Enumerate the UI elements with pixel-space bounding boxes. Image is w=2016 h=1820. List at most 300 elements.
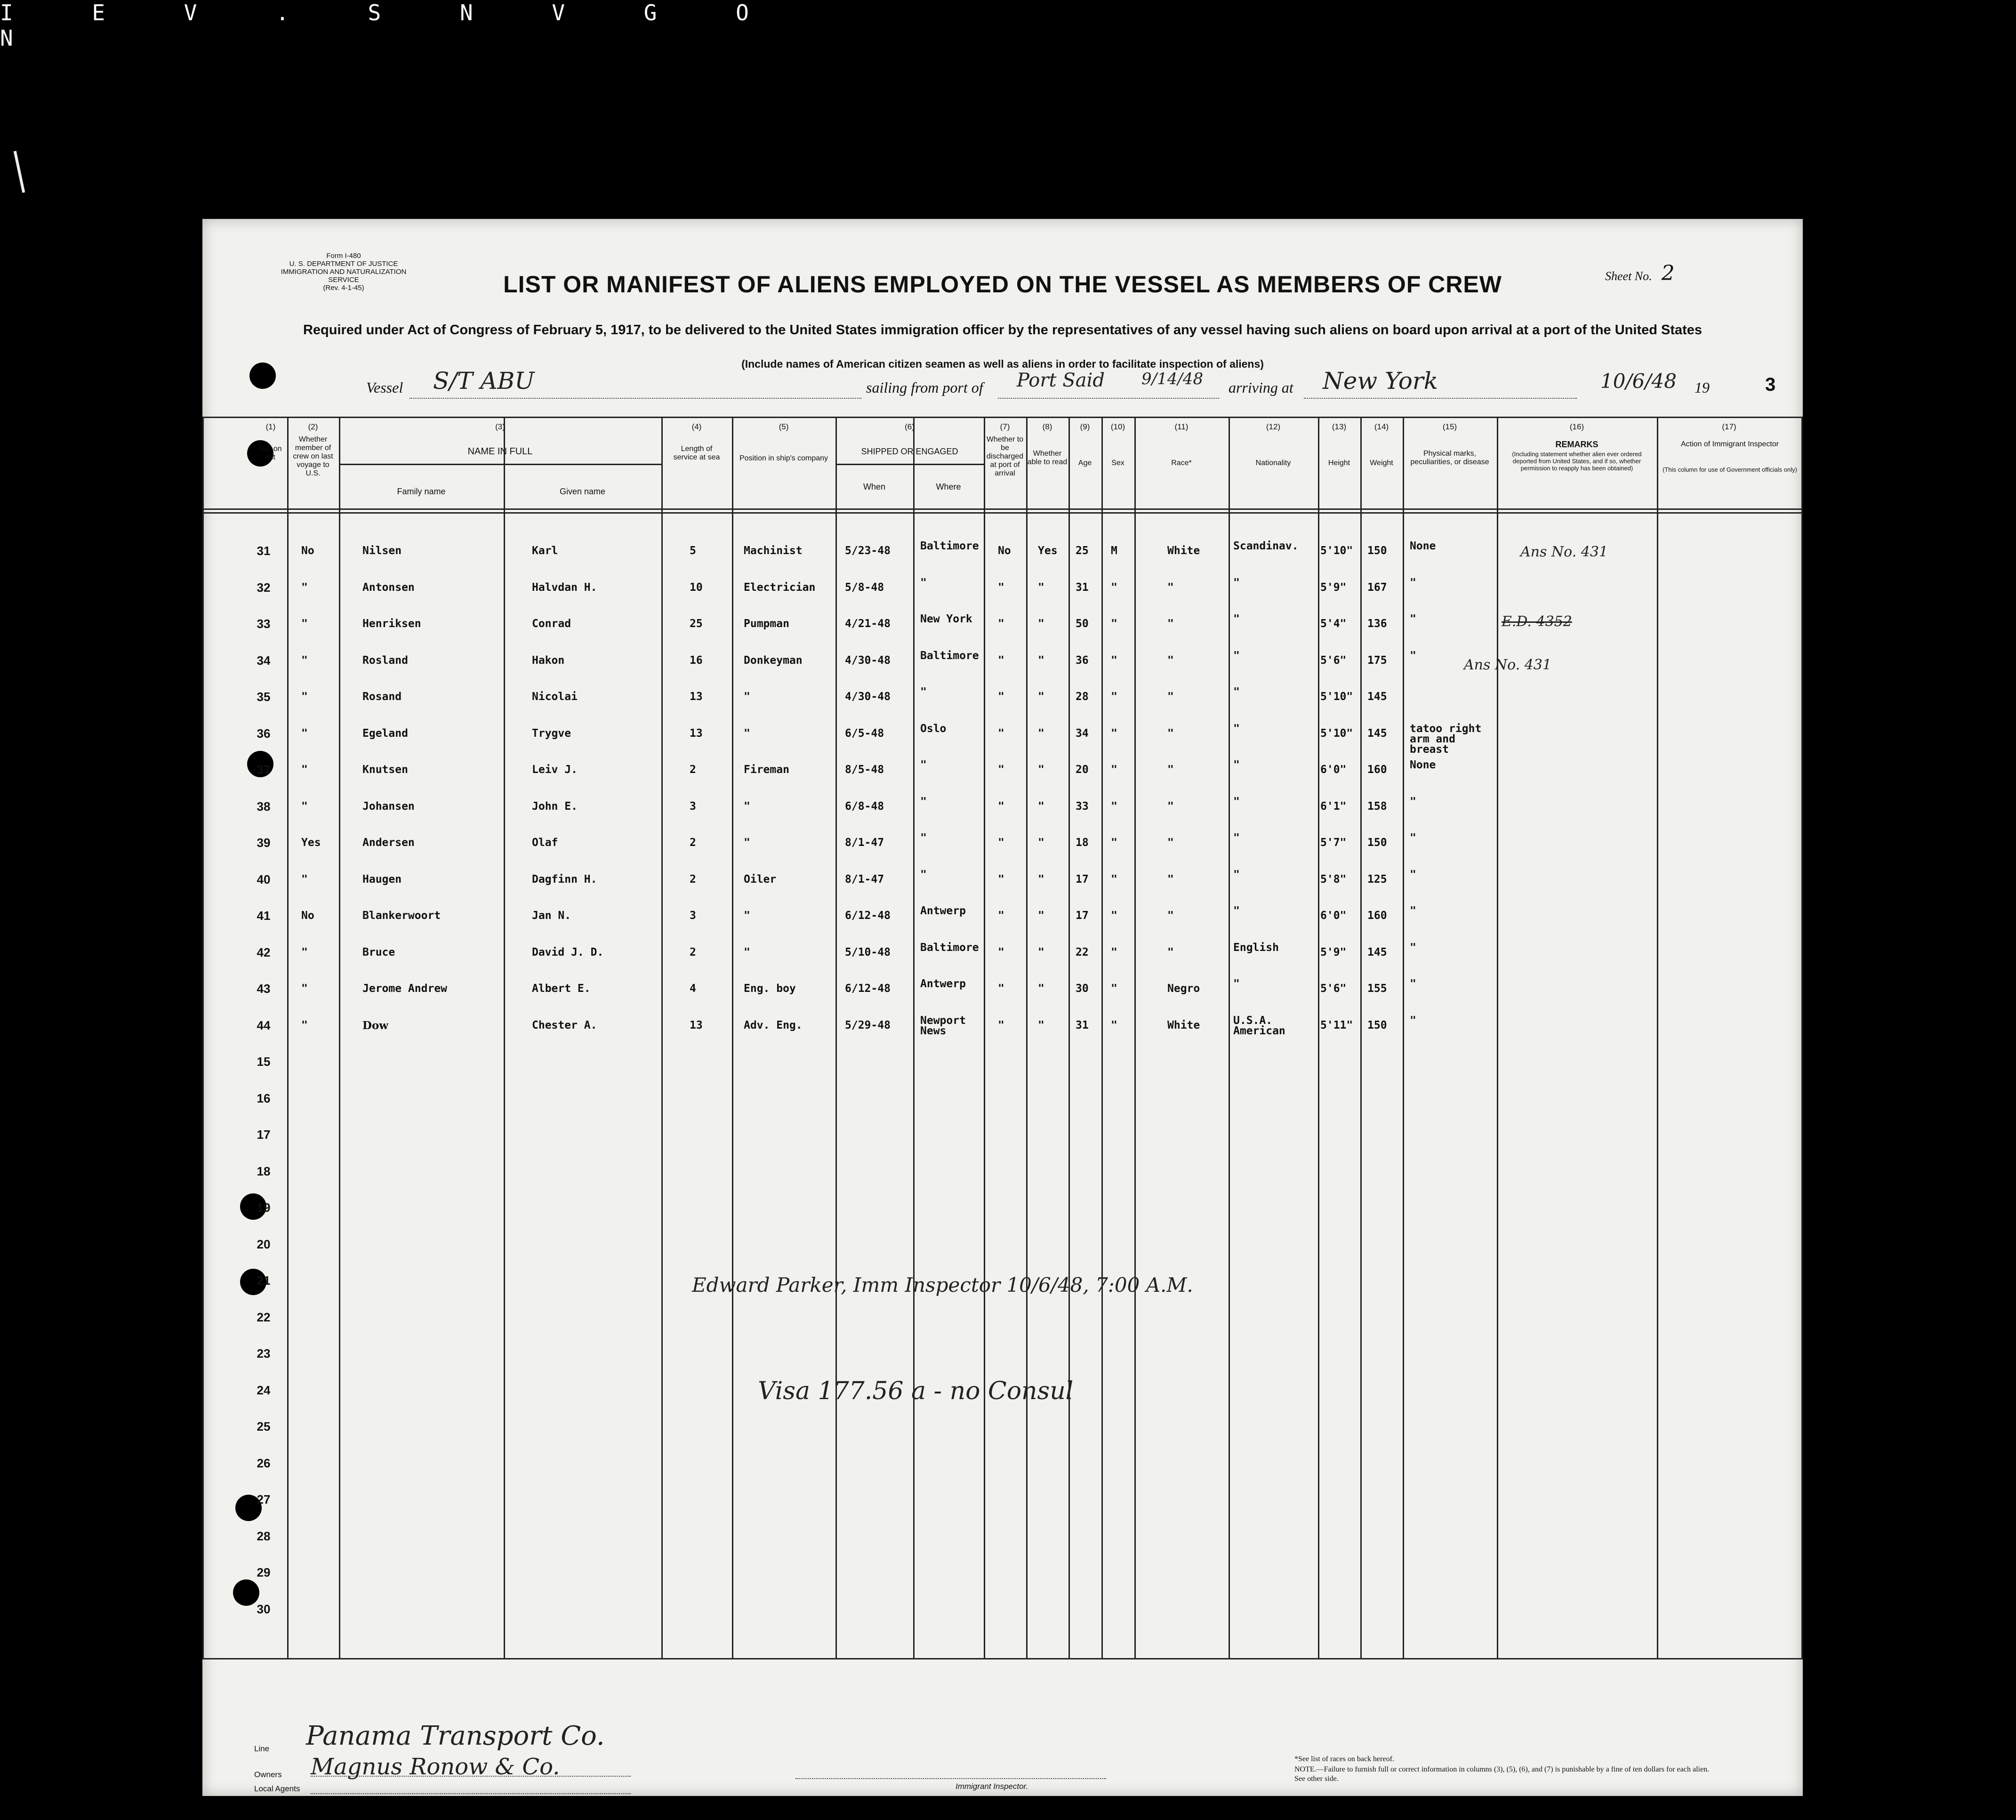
row-nationality: " [1233, 686, 1240, 698]
row-service: 2 [690, 764, 696, 776]
arriving-label: arriving at [1229, 379, 1293, 396]
row-family-name: Rosand [362, 691, 402, 703]
row-nationality: U.S.A. American [1233, 1014, 1285, 1037]
row-given-name: Albert E. [532, 982, 591, 995]
col-num: (8) [1042, 422, 1052, 431]
row-weight: 136 [1367, 618, 1387, 630]
col-num: (2) [308, 422, 318, 431]
row-nationality: " [1233, 613, 1240, 625]
row-when: 4/30-48 [845, 654, 891, 667]
row-read: " [1038, 1019, 1044, 1031]
row-nationality: Scandinav. [1233, 540, 1299, 552]
manifest-footer [202, 1669, 1803, 1796]
row-number: 24 [257, 1383, 271, 1397]
row-position: Machinist [744, 545, 803, 557]
row-number: 37 [257, 763, 271, 777]
row-number: 17 [257, 1127, 271, 1142]
header-action-note: (This column for use of Government officials only) [1663, 466, 1797, 473]
row-race: " [1167, 873, 1174, 886]
year-prefix: 19 [1695, 379, 1710, 396]
owners-label: Owners [254, 1770, 282, 1779]
row-height: 5'9" [1320, 581, 1347, 594]
header-action: Action of Immigrant Inspector [1680, 440, 1779, 448]
row-number: 16 [257, 1091, 271, 1105]
row-given-name: Jan N. [532, 910, 571, 922]
row-number: 38 [257, 799, 271, 813]
row-marks: None [1410, 759, 1436, 771]
row-given-name: Olaf [532, 837, 558, 849]
row-discharged: " [998, 727, 1004, 740]
row-read: " [1038, 727, 1044, 740]
header-height: Height [1328, 459, 1350, 467]
row-service: 5 [690, 545, 696, 557]
row-number: 35 [257, 690, 271, 704]
row-when: 8/1-47 [845, 837, 884, 849]
row-position: Fireman [744, 764, 789, 776]
row-age: 22 [1076, 946, 1089, 958]
year-suffix: 3 [1765, 374, 1776, 395]
header-name-in-full: NAME IN FULL [467, 446, 533, 457]
header-remarks-note: (Including statement whether alien ever ordered deported from United States, and if so, whether permission to reapply has been obtained) [1512, 451, 1642, 472]
row-weight: 125 [1367, 873, 1387, 886]
row-discharged: " [998, 837, 1004, 849]
row-read: " [1038, 764, 1044, 776]
row-height: 5'6" [1320, 654, 1347, 667]
row-number: 26 [257, 1456, 271, 1470]
row-when: 8/1-47 [845, 873, 884, 886]
row-when: 6/5-48 [845, 727, 884, 740]
row-discharged: " [998, 800, 1004, 813]
form-identifier: Form I-480 U. S. DEPARTMENT OF JUSTICE IMMIGRATION AND NATURALIZATION SERVICE (Rev. 4-1-45) [281, 252, 407, 292]
row-family-name: Henriksen [362, 618, 421, 630]
visa-note: Visa 177.56 a - no Consul [758, 1377, 1074, 1405]
col-num: (9) [1080, 422, 1090, 431]
row-service: 16 [690, 654, 703, 667]
col-num: (17) [1722, 422, 1736, 431]
row-given-name: Dagfinn H. [532, 873, 597, 886]
sailing-date: 9/14/48 [1141, 370, 1204, 388]
row-number: 30 [257, 1602, 271, 1616]
row-weight: 160 [1367, 910, 1387, 922]
row-family-name: Dow [362, 1019, 389, 1032]
row-where: " [920, 795, 927, 808]
row-number: 40 [257, 872, 271, 886]
col-num: (14) [1374, 422, 1389, 431]
row-service: 4 [690, 982, 696, 995]
row-weight: 145 [1367, 946, 1387, 958]
row-when: 4/21-48 [845, 618, 891, 630]
row-where: Baltimore [920, 540, 979, 552]
row-weight: 160 [1367, 764, 1387, 776]
row-family-name: Jerome Andrew [362, 982, 448, 995]
vessel-line [202, 367, 1803, 398]
row-marks: " [1410, 978, 1416, 990]
line-label: Line [254, 1744, 270, 1753]
row-number: 33 [257, 617, 271, 631]
col-num: (11) [1174, 422, 1189, 431]
vessel-label: Vessel [366, 379, 403, 396]
row-marks: " [1410, 795, 1416, 808]
row-discharged: " [998, 764, 1004, 776]
row-number: 39 [257, 836, 271, 850]
row-number: 19 [257, 1200, 271, 1215]
row-given-name: Chester A. [532, 1019, 597, 1031]
row-race: White [1167, 545, 1200, 557]
row-weight: 145 [1367, 727, 1387, 740]
inspector-label: Immigrant Inspector. [956, 1782, 1028, 1791]
row-when: 5/29-48 [845, 1019, 891, 1031]
row-service: 3 [690, 910, 696, 922]
row-height: 5'10" [1320, 727, 1353, 740]
row-nationality: " [1233, 832, 1240, 844]
row-number: 23 [257, 1346, 271, 1361]
header-sex: Sex [1111, 459, 1124, 467]
row-discharged: No [998, 545, 1011, 557]
row-member: " [301, 873, 308, 886]
row-when: 4/30-48 [845, 691, 891, 703]
row-sex: " [1111, 873, 1117, 886]
row-given-name: Nicolai [532, 691, 578, 703]
row-service: 2 [690, 837, 696, 849]
row-number: 28 [257, 1529, 271, 1543]
row-number: 18 [257, 1164, 271, 1178]
row-weight: 150 [1367, 545, 1387, 557]
row-read: " [1038, 654, 1044, 667]
row-where: Baltimore [920, 941, 979, 954]
agents-underline [311, 1792, 631, 1794]
row-nationality: " [1233, 978, 1240, 990]
row-read: " [1038, 618, 1044, 630]
col-num: (13) [1332, 422, 1347, 431]
row-when: 5/10-48 [845, 946, 891, 958]
row-given-name: John E. [532, 800, 578, 813]
row-family-name: Andersen [362, 837, 415, 849]
row-nationality: " [1233, 576, 1240, 589]
col-num: (4) [691, 422, 702, 431]
row-where: Newport News [920, 1014, 966, 1037]
row-sex: " [1111, 837, 1117, 849]
header-age: Age [1078, 459, 1092, 467]
col-num: (12) [1266, 422, 1281, 431]
row-position: Donkeyman [744, 654, 803, 667]
sailing-port: Port Said [1017, 370, 1105, 391]
row-weight: 158 [1367, 800, 1387, 813]
row-height: 5'9" [1320, 946, 1347, 958]
row-discharged: " [998, 982, 1004, 995]
row-sex: " [1111, 727, 1117, 740]
row-discharged: " [998, 873, 1004, 886]
header-nationality: Nationality [1255, 459, 1291, 467]
row-member: " [301, 1019, 308, 1031]
row-height: 5'8" [1320, 873, 1347, 886]
row-discharged: " [998, 618, 1004, 630]
row-where: New York [920, 613, 972, 625]
row-position: Pumpman [744, 618, 789, 630]
row-service: 13 [690, 727, 703, 740]
row-age: 25 [1076, 545, 1089, 557]
row-where: Antwerp [920, 905, 966, 917]
manifest-page [202, 219, 1803, 1796]
row-age: 31 [1076, 581, 1089, 594]
row-where: Antwerp [920, 978, 966, 990]
row-member: " [301, 618, 308, 630]
row-family-name: Johansen [362, 800, 415, 813]
inspector-signature: Edward Parker, Imm Inspector 10/6/48, 7:00 A.M. [692, 1273, 1193, 1297]
row-read: " [1038, 800, 1044, 813]
row-position: Oiler [744, 873, 777, 886]
header-where: Where [936, 482, 961, 491]
row-age: 17 [1076, 910, 1089, 922]
row-member: " [301, 982, 308, 995]
row-age: 18 [1076, 837, 1089, 849]
row-member: Yes [301, 837, 321, 849]
include-note: (Include names of American citizen seamen as well as aliens in order to facilitate inspection of aliens) [741, 358, 1264, 370]
row-weight: 167 [1367, 581, 1387, 594]
row-member: " [301, 764, 308, 776]
row-when: 5/23-48 [845, 545, 891, 557]
row-family-name: Bruce [362, 946, 395, 958]
remark-31: Ans No. 431 [1520, 544, 1608, 560]
row-height: 6'0" [1320, 910, 1347, 922]
sailing-label: sailing from port of [866, 379, 983, 396]
row-given-name: Leiv J. [532, 764, 578, 776]
row-number: 29 [257, 1565, 271, 1579]
row-marks: " [1410, 832, 1416, 844]
row-family-name: Rosland [362, 654, 408, 667]
col-num: (1) [265, 422, 276, 431]
inspector-underline [795, 1777, 1106, 1779]
row-height: 6'1" [1320, 800, 1347, 813]
row-position: " [744, 837, 750, 849]
row-given-name: Halvdan H. [532, 581, 597, 594]
header-shipped: SHIPPED OR ENGAGED [861, 447, 958, 456]
row-race: " [1167, 654, 1174, 667]
row-member: " [301, 654, 308, 667]
row-nationality: " [1233, 868, 1240, 881]
requirement-text: Required under Act of Congress of February 5, 1917, to be delivered to the United States immigration officer by the representatives of any vessel having such aliens on board upon arrival at a port of the United States [303, 322, 1703, 338]
row-read: " [1038, 873, 1044, 886]
row-position: " [744, 727, 750, 740]
row-marks: " [1410, 905, 1416, 917]
agents-label: Local Agents [254, 1784, 300, 1793]
row-weight: 155 [1367, 982, 1387, 995]
header-weight: Weight [1370, 459, 1393, 467]
row-read: " [1038, 982, 1044, 995]
row-given-name: Trygve [532, 727, 571, 740]
row-discharged: " [998, 654, 1004, 667]
row-read: " [1038, 581, 1044, 594]
row-sex: " [1111, 581, 1117, 594]
row-age: 36 [1076, 654, 1089, 667]
header-family-name: Family name [397, 487, 446, 496]
row-age: 30 [1076, 982, 1089, 995]
row-age: 33 [1076, 800, 1089, 813]
row-given-name: Conrad [532, 618, 571, 630]
row-marks: " [1410, 941, 1416, 954]
row-read: " [1038, 837, 1044, 849]
row-marks: None [1410, 540, 1436, 552]
row-weight: 150 [1367, 837, 1387, 849]
row-where: Baltimore [920, 649, 979, 662]
header-when: When [863, 482, 886, 491]
sailing-underline [998, 397, 1219, 399]
row-weight: 145 [1367, 691, 1387, 703]
row-number: 34 [257, 653, 271, 668]
row-number: 21 [257, 1273, 271, 1288]
row-number: 27 [257, 1492, 271, 1506]
row-sex: " [1111, 982, 1117, 995]
row-number: 41 [257, 909, 271, 923]
row-number: 42 [257, 945, 271, 959]
film-top-strip: I E V . S N V G O N [0, 0, 782, 51]
row-member: No [301, 545, 314, 557]
row-service: 13 [690, 691, 703, 703]
remark-33: E.D. 4352 [1502, 613, 1572, 630]
row-where: " [920, 868, 927, 881]
owners-value: Magnus Ronow & Co. [311, 1754, 560, 1780]
col-num: (6) [905, 422, 915, 431]
row-member: " [301, 800, 308, 813]
row-where: " [920, 759, 927, 771]
row-read: " [1038, 910, 1044, 922]
row-race: " [1167, 581, 1174, 594]
row-member: " [301, 727, 308, 740]
row-family-name: Blankerwoort [362, 910, 441, 922]
row-sex: " [1111, 946, 1117, 958]
arriving-underline [1304, 397, 1577, 399]
row-service: 2 [690, 873, 696, 886]
row-age: 17 [1076, 873, 1089, 886]
row-nationality: " [1233, 759, 1240, 771]
row-read: " [1038, 691, 1044, 703]
row-weight: 150 [1367, 1019, 1387, 1031]
header-physical: Physical marks, peculiarities, or disease [1410, 450, 1489, 466]
row-when: 6/12-48 [845, 910, 891, 922]
row-marks: " [1410, 1014, 1416, 1027]
row-number: 44 [257, 1018, 271, 1032]
row-marks: " [1410, 576, 1416, 589]
header-no-on-list: No. on list [259, 445, 282, 461]
row-nationality: " [1233, 722, 1240, 735]
row-when: 8/5-48 [845, 764, 884, 776]
row-position: " [744, 910, 750, 922]
row-race: " [1167, 946, 1174, 958]
row-nationality: " [1233, 905, 1240, 917]
row-number: 43 [257, 982, 271, 996]
row-given-name: Karl [532, 545, 558, 557]
row-where: " [920, 576, 927, 589]
row-nationality: English [1233, 941, 1279, 954]
row-position: " [744, 691, 750, 703]
row-given-name: Hakon [532, 654, 565, 667]
row-race: " [1167, 910, 1174, 922]
header-position: Position in ship's company [739, 454, 828, 462]
row-when: 6/12-48 [845, 982, 891, 995]
row-number: 36 [257, 726, 271, 741]
row-sex: " [1111, 910, 1117, 922]
row-height: 5'11" [1320, 1019, 1353, 1031]
row-discharged: " [998, 946, 1004, 958]
row-race: " [1167, 837, 1174, 849]
row-height: 6'0" [1320, 764, 1347, 776]
row-age: 31 [1076, 1019, 1089, 1031]
row-age: 20 [1076, 764, 1089, 776]
row-weight: 175 [1367, 654, 1387, 667]
row-number: 22 [257, 1310, 271, 1324]
header-race: Race* [1171, 459, 1192, 467]
row-family-name: Haugen [362, 873, 402, 886]
header-read: Whether able to read [1027, 450, 1068, 466]
row-sex: " [1111, 1019, 1117, 1031]
header-discharged: Whether to be discharged at port of arrival [986, 435, 1024, 477]
row-race: " [1167, 727, 1174, 740]
row-nationality: " [1233, 649, 1240, 662]
header-given-name: Given name [559, 487, 606, 496]
row-read: " [1038, 946, 1044, 958]
row-where: Oslo [920, 722, 947, 735]
row-member: " [301, 581, 308, 594]
row-position: " [744, 800, 750, 813]
row-discharged: " [998, 910, 1004, 922]
row-position: " [744, 946, 750, 958]
row-family-name: Knutsen [362, 764, 408, 776]
form-title: LIST OR MANIFEST OF ALIENS EMPLOYED ON THE VESSEL AS MEMBERS OF CREW [503, 271, 1502, 298]
remark-34: Ans No. 431 [1464, 657, 1552, 673]
row-marks: " [1410, 868, 1416, 881]
col-num: (10) [1110, 422, 1125, 431]
col-num: (3) [495, 422, 505, 431]
row-number: 20 [257, 1237, 271, 1251]
row-given-name: David J. D. [532, 946, 604, 958]
manifest-table [202, 417, 1803, 1659]
row-member: " [301, 946, 308, 958]
row-sex: " [1111, 691, 1117, 703]
row-height: 5'4" [1320, 618, 1347, 630]
race-note: *See list of races on back hereof. [1294, 1755, 1394, 1763]
row-race: " [1167, 764, 1174, 776]
row-height: 5'10" [1320, 691, 1353, 703]
header-remarks: REMARKS [1555, 440, 1598, 449]
sheet-number: Sheet No. 2 [1605, 261, 1675, 285]
row-sex: " [1111, 764, 1117, 776]
arrival-date: 10/6/48 [1600, 370, 1677, 393]
row-where: " [920, 832, 927, 844]
vessel-name: S/T ABU [433, 367, 535, 395]
row-when: 6/8-48 [845, 800, 884, 813]
line-value: Panama Transport Co. [306, 1721, 605, 1751]
row-sex: " [1111, 618, 1117, 630]
col-num: (7) [1000, 422, 1010, 431]
row-discharged: " [998, 581, 1004, 594]
header-length-service: Length of service at sea [673, 445, 720, 461]
row-height: 5'10" [1320, 545, 1353, 557]
row-race: Negro [1167, 982, 1200, 995]
row-service: 13 [690, 1019, 703, 1031]
row-family-name: Nilsen [362, 545, 402, 557]
row-race: " [1167, 618, 1174, 630]
row-sex: " [1111, 654, 1117, 667]
row-discharged: " [998, 1019, 1004, 1031]
col-num: (5) [779, 422, 789, 431]
row-position: Electrician [744, 581, 816, 594]
row-age: 34 [1076, 727, 1089, 740]
row-position: Adv. Eng. [744, 1019, 803, 1031]
row-number: 15 [257, 1055, 271, 1069]
row-member: No [301, 910, 314, 922]
row-marks: " [1410, 613, 1416, 625]
row-service: 25 [690, 618, 703, 630]
row-when: 5/8-48 [845, 581, 884, 594]
